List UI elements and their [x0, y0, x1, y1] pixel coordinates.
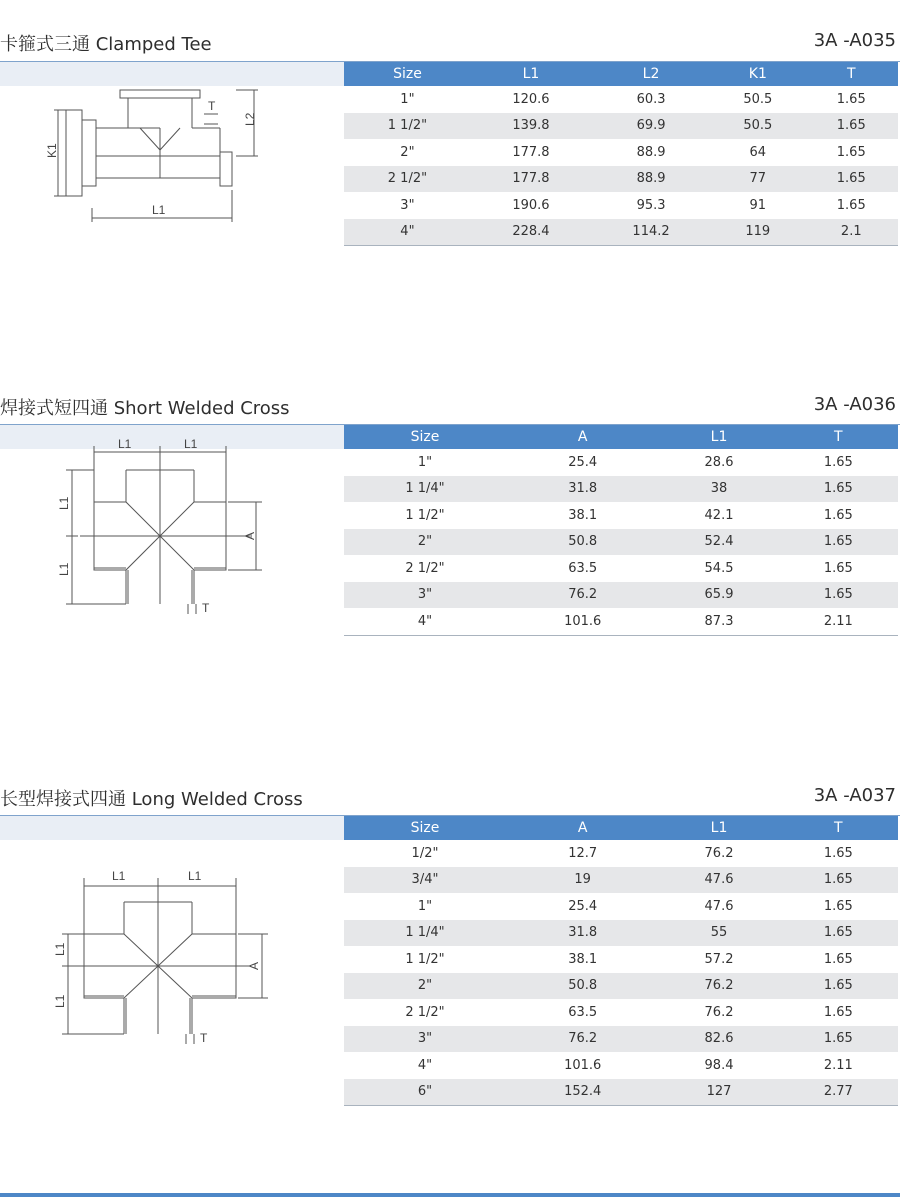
table-cell: 1.65 — [836, 197, 866, 213]
table-cell: 91 — [749, 197, 767, 213]
table-cell: 6" — [344, 1079, 506, 1106]
table-cell: 1 1/2" — [344, 113, 471, 140]
table-cell: 120.6 — [512, 91, 550, 107]
table-cell: 190.6 — [512, 197, 550, 213]
table-cell: 77 — [711, 166, 804, 193]
table-cell: 50.5 — [711, 113, 804, 140]
table-cell: 1.65 — [836, 91, 866, 107]
table-cell: 76.2 — [704, 1004, 734, 1020]
dim-label-l1-top-right: L1 — [188, 869, 202, 883]
table-cell: 1.65 — [805, 166, 898, 193]
dim-label-l1-top-left: L1 — [112, 869, 126, 883]
table-row — [344, 1079, 898, 1106]
table-row — [344, 893, 898, 920]
table-cell: 119 — [711, 219, 804, 246]
table-cell: 50.5 — [743, 91, 773, 107]
table-cell: 114.2 — [591, 219, 711, 246]
table-row — [344, 113, 898, 140]
table-cell: 98.4 — [704, 1057, 734, 1073]
table-row — [344, 1052, 898, 1079]
table-cell: 63.5 — [568, 560, 598, 576]
col-header: Size — [344, 62, 471, 86]
table-cell: 4" — [344, 608, 506, 635]
table-cell: 1.65 — [823, 951, 853, 967]
table-cell: 28.6 — [704, 454, 734, 470]
table-cell: 76.2 — [704, 845, 734, 861]
table-cell: 1.65 — [823, 845, 853, 861]
table-cell: 55 — [659, 920, 778, 947]
table-cell: 1.65 — [779, 973, 898, 1000]
table-cell: 1.65 — [823, 1004, 853, 1020]
table-cell: 52.4 — [659, 529, 778, 556]
table-cell: 69.9 — [591, 113, 711, 140]
table-cell: 25.4 — [568, 454, 598, 470]
dim-label-l1: L1 — [152, 203, 166, 217]
short-cross-table — [344, 425, 898, 636]
table-cell: 2" — [400, 144, 415, 160]
dim-label-a: A — [247, 961, 261, 970]
col-header: L1 — [471, 62, 591, 86]
table-cell: 1.65 — [779, 920, 898, 947]
dim-label-k1: K1 — [45, 143, 59, 158]
table-cell: 127 — [659, 1079, 778, 1106]
table-cell: 2.11 — [779, 608, 898, 635]
dim-label-t: T — [200, 1031, 208, 1045]
table-cell: 1" — [400, 91, 415, 107]
col-header: L1 — [659, 816, 778, 840]
table-cell: 95.3 — [636, 197, 666, 213]
table-cell: 88.9 — [636, 144, 666, 160]
long-cross-diagram — [50, 858, 280, 1048]
table-row — [344, 449, 898, 476]
table-cell: 38.1 — [568, 507, 598, 523]
clamped-tee-table — [344, 62, 898, 246]
table-row — [344, 219, 898, 246]
table-cell: 3" — [344, 582, 506, 609]
table-cell: 101.6 — [506, 608, 659, 635]
table-cell: 1.65 — [779, 476, 898, 503]
dim-label-l1-top-left: L1 — [118, 437, 132, 451]
table-cell: 88.9 — [591, 166, 711, 193]
table-cell: 2 1/2" — [405, 1004, 445, 1020]
table-row — [344, 840, 898, 867]
section-short-welded-cross — [0, 390, 900, 650]
section-clamped-tee — [0, 0, 900, 260]
table-cell: 139.8 — [471, 113, 591, 140]
col-header: T — [779, 816, 898, 840]
table-cell: 50.8 — [506, 529, 659, 556]
table-row — [344, 867, 898, 894]
table-cell: 1.65 — [779, 529, 898, 556]
table-cell: 3/4" — [344, 867, 506, 894]
page-bottom-rule — [0, 1193, 900, 1197]
table-cell: 2.77 — [779, 1079, 898, 1106]
table-cell: 1.65 — [823, 560, 853, 576]
dim-label-l1-left-lower: L1 — [57, 562, 71, 576]
table-cell: 42.1 — [704, 507, 734, 523]
long-cross-table — [344, 816, 898, 1106]
table-cell: 1" — [417, 898, 433, 914]
dim-label-a: A — [243, 531, 257, 540]
table-cell: 60.3 — [636, 91, 666, 107]
table-cell: 65.9 — [659, 582, 778, 609]
dim-label-l1-left-lower: L1 — [53, 994, 67, 1008]
section-code: 3A -A036 — [813, 394, 896, 415]
table-cell: 12.7 — [568, 845, 598, 861]
section-code: 3A -A037 — [813, 785, 896, 806]
table-cell: 1.65 — [836, 144, 866, 160]
table-cell: 38 — [659, 476, 778, 503]
table-cell: 87.3 — [659, 608, 778, 635]
table-cell: 3" — [400, 197, 415, 213]
table-cell: 63.5 — [568, 1004, 598, 1020]
short-cross-diagram — [50, 434, 270, 614]
table-row — [344, 529, 898, 556]
table-cell: 25.4 — [568, 898, 598, 914]
table-cell: 2" — [344, 973, 506, 1000]
col-header: L1 — [659, 425, 778, 449]
table-cell: 101.6 — [564, 1057, 602, 1073]
table-cell: 57.2 — [704, 951, 734, 967]
col-header: K1 — [711, 62, 804, 86]
dim-label-l1-left-upper: L1 — [57, 496, 71, 510]
col-header: T — [779, 425, 898, 449]
table-cell: 2 1/2" — [344, 166, 471, 193]
table-row — [344, 920, 898, 947]
table-row — [344, 139, 898, 166]
table-cell: 76.2 — [506, 582, 659, 609]
table-cell: 4" — [344, 219, 471, 246]
table-row — [344, 999, 898, 1026]
table-header-row — [344, 62, 898, 86]
table-row — [344, 582, 898, 609]
table-cell: 1" — [417, 454, 433, 470]
table-cell: 1 1/2" — [405, 951, 445, 967]
table-cell: 31.8 — [506, 920, 659, 947]
table-cell: 177.8 — [471, 166, 591, 193]
table-cell: 1/2" — [411, 845, 439, 861]
table-cell: 2.11 — [823, 1057, 853, 1073]
section-code: 3A -A035 — [813, 30, 896, 51]
table-cell: 4" — [417, 1057, 433, 1073]
table-cell: 1 1/4" — [344, 920, 506, 947]
table-row — [344, 476, 898, 503]
table-row — [344, 946, 898, 973]
table-header-row — [344, 425, 898, 449]
table-cell: 1.65 — [779, 867, 898, 894]
table-cell: 2.1 — [805, 219, 898, 246]
dim-label-l2: L2 — [243, 112, 257, 126]
table-cell: 54.5 — [704, 560, 734, 576]
table-cell: 1 1/2" — [405, 507, 445, 523]
table-row — [344, 1026, 898, 1053]
table-row — [344, 192, 898, 219]
table-row — [344, 608, 898, 635]
table-cell: 1.65 — [823, 507, 853, 523]
table-cell: 3" — [344, 1026, 506, 1053]
table-cell: 2" — [344, 529, 506, 556]
table-row — [344, 973, 898, 1000]
table-cell: 152.4 — [506, 1079, 659, 1106]
table-cell: 47.6 — [704, 898, 734, 914]
table-cell: 38.1 — [568, 951, 598, 967]
table-cell: 76.2 — [659, 973, 778, 1000]
table-cell: 177.8 — [512, 144, 550, 160]
table-cell: 64 — [749, 144, 767, 160]
table-row — [344, 86, 898, 113]
section-long-welded-cross — [0, 782, 900, 1122]
dim-label-l1-top-right: L1 — [184, 437, 198, 451]
table-cell: 1.65 — [779, 1026, 898, 1053]
table-cell: 47.6 — [659, 867, 778, 894]
table-header-row — [344, 816, 898, 840]
table-cell: 82.6 — [659, 1026, 778, 1053]
table-cell: 2 1/2" — [405, 560, 445, 576]
col-header: A — [506, 816, 659, 840]
table-cell: 1.65 — [823, 454, 853, 470]
col-header: A — [506, 425, 659, 449]
table-cell: 1.65 — [805, 113, 898, 140]
dim-label-t: T — [208, 99, 216, 113]
table-cell: 1.65 — [823, 898, 853, 914]
col-header: T — [805, 62, 898, 86]
col-header: Size — [344, 425, 506, 449]
section-band — [0, 816, 344, 840]
table-cell: 76.2 — [506, 1026, 659, 1053]
table-cell: 1.65 — [779, 582, 898, 609]
clamped-tee-diagram — [40, 80, 280, 230]
table-cell: 31.8 — [506, 476, 659, 503]
dim-label-t: T — [202, 601, 210, 614]
section-title: 焊接式短四通 Short Welded Cross — [0, 398, 290, 419]
table-cell: 19 — [506, 867, 659, 894]
dim-label-l1-left-upper: L1 — [53, 942, 67, 956]
col-header: L2 — [591, 62, 711, 86]
col-header: Size — [344, 816, 506, 840]
table-cell: 1 1/4" — [344, 476, 506, 503]
table-cell: 228.4 — [471, 219, 591, 246]
table-cell: 50.8 — [506, 973, 659, 1000]
section-title: 卡箍式三通 Clamped Tee — [0, 34, 212, 55]
section-title: 长型焊接式四通 Long Welded Cross — [0, 789, 303, 810]
table-row — [344, 555, 898, 582]
table-row — [344, 166, 898, 193]
table-row — [344, 502, 898, 529]
